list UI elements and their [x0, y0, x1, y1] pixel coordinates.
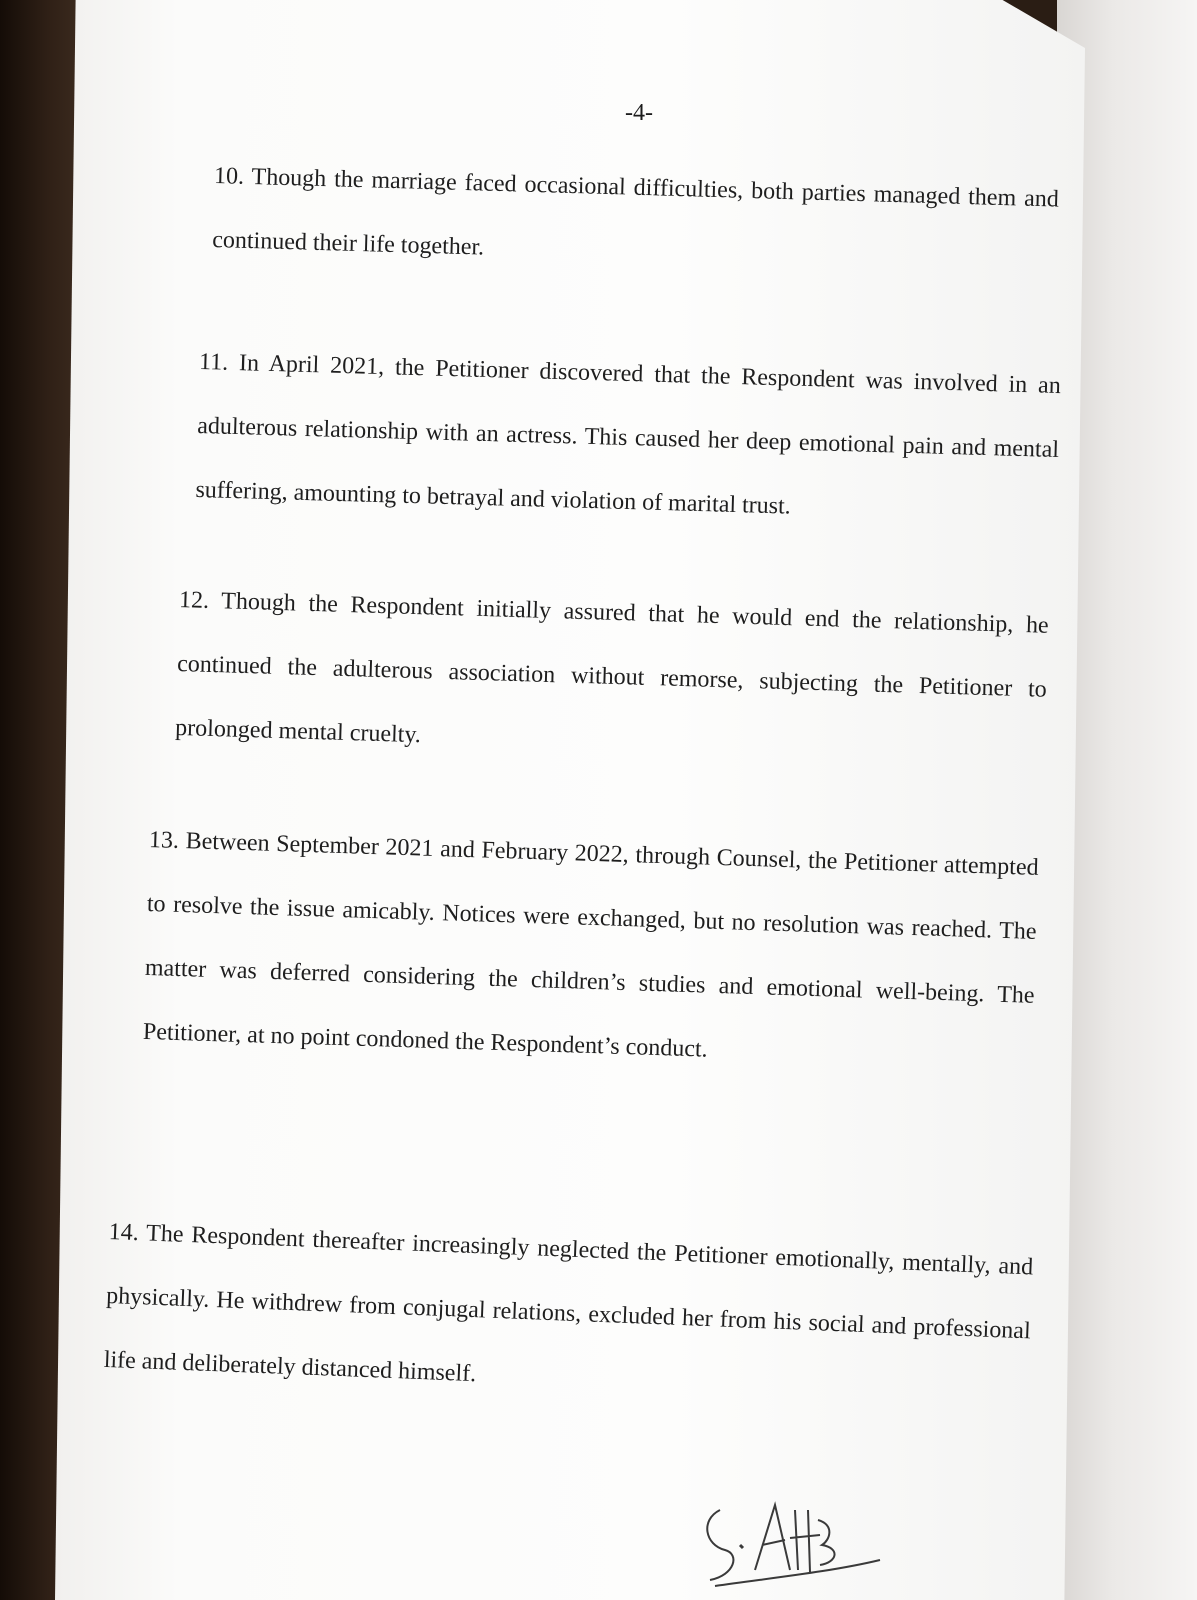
paragraph-12: 12. Though the Respondent initially assured that he would end the relationship, he continued the adulterous association without remorse, subjecting the Petitioner to prolonged mental cruelty. — [174, 586, 1050, 749]
page-number: -4- — [625, 100, 653, 126]
paragraph-11: 11. In April 2021, the Petitioner discovered that the Respondent was involved in an adulterous relationship with an actress. This caused her deep emotional pain and mental suffering, amounting to betrayal and violation of marital trust. — [195, 348, 1062, 520]
paragraph-10: 10. Though the marriage faced occasional difficulties, both parties managed them and continued their life together. — [211, 162, 1060, 261]
signature — [690, 1490, 890, 1590]
paragraph-13: 13. Between September 2021 and February 2022, through Counsel, the Petitioner attempted to resolve the issue amicably. Notices were exchanged, but no resolution was reached. The matter was deferred considering the children’s studies and emotional well-being. The Petitioner, at no point condoned the Respondent’s conduct. — [142, 826, 1039, 1063]
paragraph-14: 14. The Respondent thereafter increasingly neglected the Petitioner emotionally, mentally, and physically. He withdrew from conjugal relations, excluded her from his social and professional life and deliberately distanced himself. — [103, 1218, 1034, 1388]
